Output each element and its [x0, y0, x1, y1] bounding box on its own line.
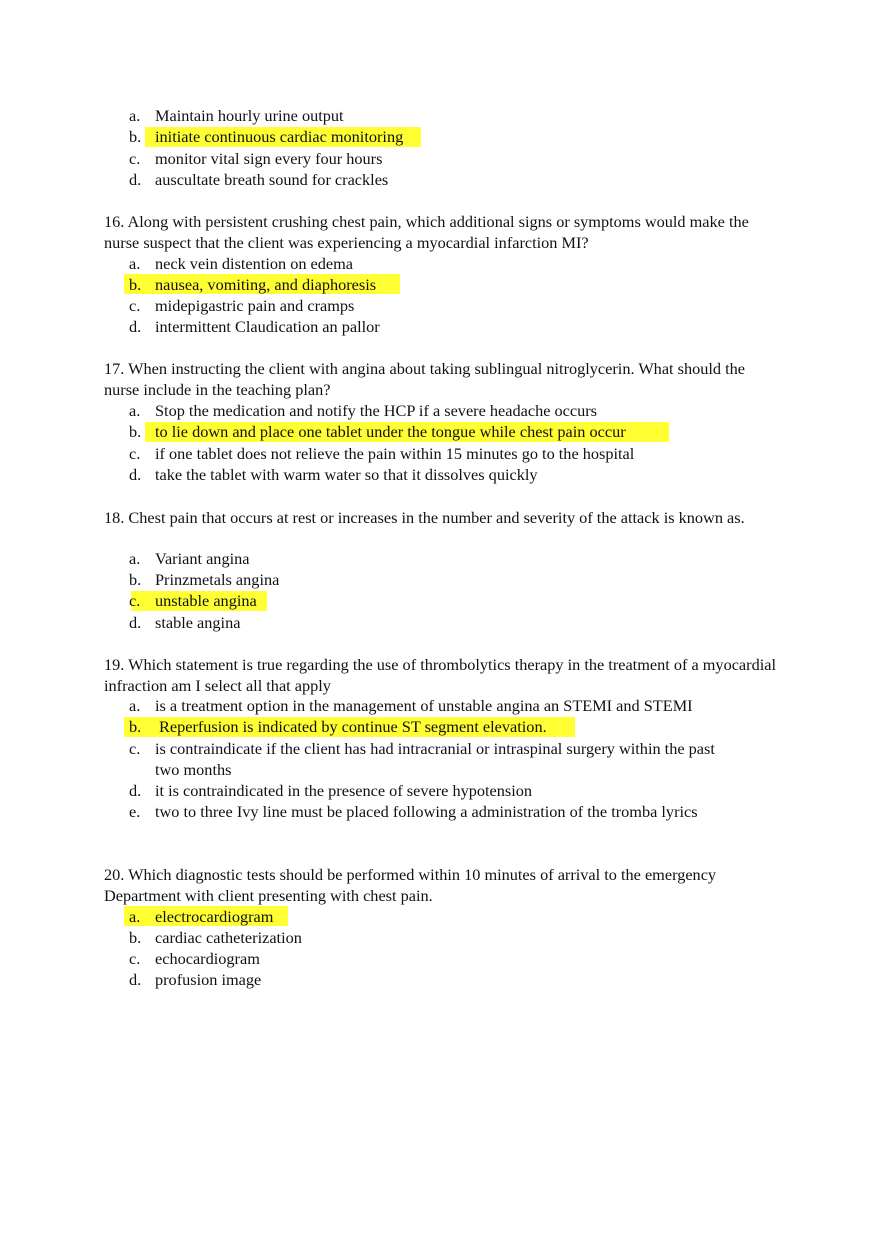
option-text: two to three Ivy line must be placed following a administration of the tromba lyrics [155, 802, 698, 821]
option-letter: b. [129, 570, 142, 589]
option-letter: a. [129, 254, 141, 273]
option-text: Maintain hourly urine output [155, 106, 344, 125]
option-text: profusion image [155, 970, 262, 989]
option-letter: d. [129, 170, 142, 189]
option-text: monitor vital sign every four hours [155, 149, 383, 168]
question-19: 19. Which statement is true regarding the use of thrombolytics therapy in the treatment of a myocardial infraction am I select all that apply [104, 655, 776, 695]
option-text: Variant angina [155, 549, 250, 568]
option-letter: c. [129, 591, 141, 610]
option-text: to lie down and place one tablet under the tongue while chest pain occur [155, 422, 626, 441]
option-text: stable angina [155, 613, 241, 632]
option-text-continued: two months [155, 760, 232, 779]
option-text: cardiac catheterization [155, 928, 302, 947]
option-letter: a. [129, 907, 141, 926]
question-16: 16. Along with persistent crushing chest pain, which additional signs or symptoms would make the nurse suspect that the client was experiencing a myocardial infarction MI? [104, 212, 749, 252]
option-letter: e. [129, 802, 141, 821]
question-20: 20. Which diagnostic tests should be performed within 10 minutes of arrival to the emergency Department with client presenting with chest pain. [104, 865, 717, 905]
option-text: it is contraindicated in the presence of severe hypotension [155, 781, 533, 800]
option-letter: c. [129, 949, 141, 968]
option-text: initiate continuous cardiac monitoring [155, 127, 404, 146]
option-text: nausea, vomiting, and diaphoresis [155, 275, 377, 294]
option-text: Reperfusion is indicated by continue ST segment elevation. [159, 717, 547, 736]
option-text: unstable angina [155, 591, 257, 610]
option-text: if one tablet does not relieve the pain within 15 minutes go to the hospital [155, 444, 635, 463]
option-letter: c. [129, 296, 141, 315]
option-letter: b. [129, 928, 142, 947]
option-text: is a treatment option in the management of unstable angina an STEMI and STEMI [155, 696, 693, 715]
option-letter: b. [129, 422, 142, 441]
option-text: Stop the medication and notify the HCP if a severe headache occurs [155, 401, 598, 420]
option-text: intermittent Claudication an pallor [155, 317, 380, 336]
option-letter: a. [129, 549, 141, 568]
option-text: Prinzmetals angina [155, 570, 280, 589]
option-letter: d. [129, 613, 142, 632]
option-letter: b. [129, 275, 142, 294]
option-text: is contraindicate if the client has had intracranial or intraspinal surgery within the past [155, 739, 715, 758]
option-letter: d. [129, 970, 142, 989]
option-text: take the tablet with warm water so that it dissolves quickly [155, 465, 538, 484]
option-letter: a. [129, 106, 141, 125]
option-text: neck vein distention on edema [155, 254, 354, 273]
question-17: 17. When instructing the client with angina about taking sublingual nitroglycerin. What should the nurse include in the teaching plan? [104, 359, 746, 399]
option-text: echocardiogram [155, 949, 260, 968]
option-letter: b. [129, 127, 142, 146]
option-letter: d. [129, 781, 142, 800]
option-letter: d. [129, 465, 142, 484]
option-letter: a. [129, 401, 141, 420]
option-letter: a. [129, 696, 141, 715]
option-letter: c. [129, 739, 141, 758]
option-letter: b. [129, 717, 142, 736]
option-text: auscultate breath sound for crackles [155, 170, 389, 189]
option-text: electrocardiogram [155, 907, 274, 926]
option-letter: c. [129, 444, 141, 463]
option-letter: d. [129, 317, 142, 336]
question-18: 18. Chest pain that occurs at rest or increases in the number and severity of the attack is known as. [104, 508, 745, 527]
option-text: midepigastric pain and cramps [155, 296, 355, 315]
option-letter: c. [129, 149, 141, 168]
